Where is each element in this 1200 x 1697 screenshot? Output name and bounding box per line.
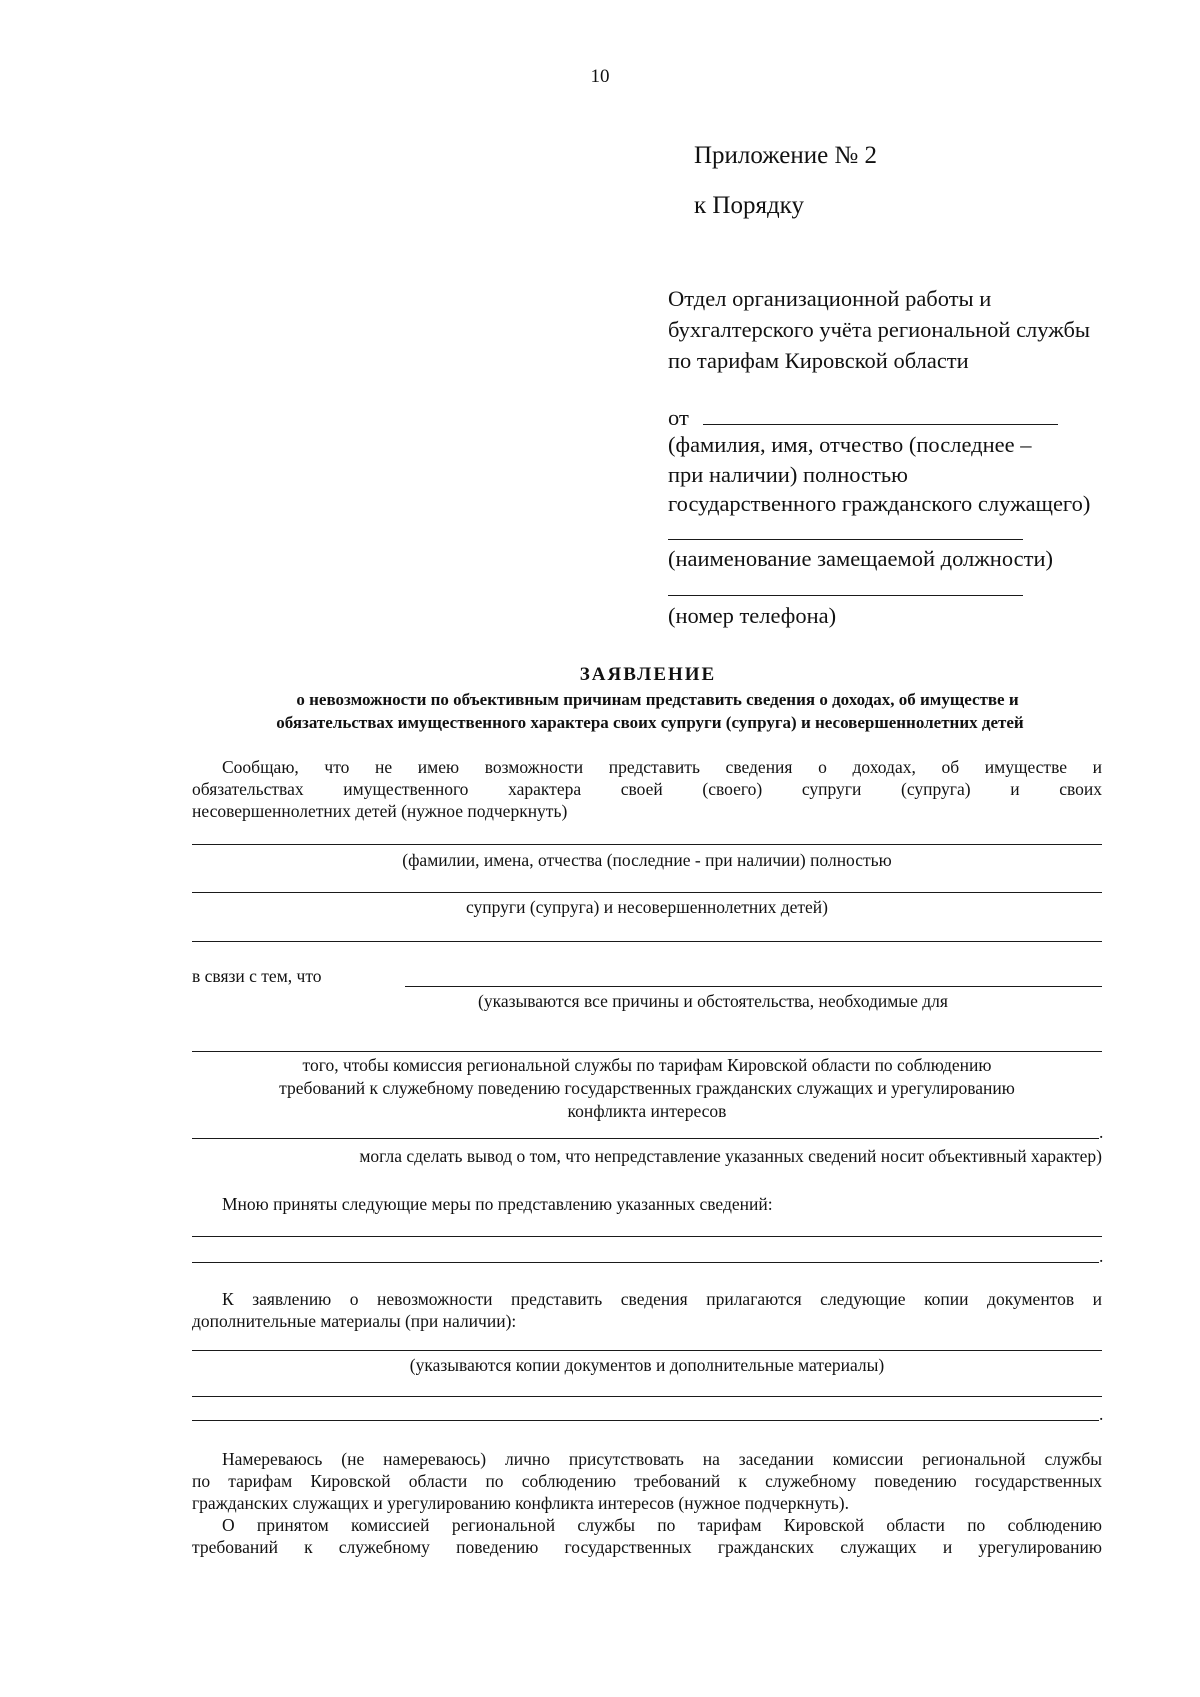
attachments-fill-line-2 — [192, 1396, 1102, 1397]
spouse-note: супруги (супруга) и несовершеннолетних детей) — [465, 897, 828, 917]
intro-line-1: Сообщаю, что не имею возможности представить сведения о доходах, об имуществе и — [222, 757, 1102, 777]
decision-line-2: требований к служебному поведению государственных гражданских служащих и урегулированию — [192, 1537, 1102, 1557]
intent-paragraph — [192, 1448, 1102, 1514]
attachments-line-1: К заявлению о невозможности представить сведения прилагаются следующие копии документов и — [222, 1289, 1102, 1309]
appendix-title: Приложение № 2 — [694, 142, 878, 169]
intent-line-1: Намереваюсь (не намереваюсь) лично присутствовать на заседании комиссии региональной службы — [222, 1449, 1102, 1469]
reason-note-2: того, чтобы комиссия региональной службы по тарифам Кировской области по соблюдению — [302, 1055, 992, 1075]
extra-fill-line — [192, 941, 1102, 942]
reason-fill-line — [405, 986, 1102, 987]
addressee-line-3: по тарифам Кировской области — [668, 348, 969, 373]
fio-note-2: при наличии) полностью — [668, 462, 908, 487]
spouse-fill-line — [192, 892, 1102, 893]
reason-fill-line-3 — [192, 1138, 1099, 1139]
reason-note-4: конфликта интересов — [567, 1101, 727, 1121]
statement-subtitle-2: обязательствах имущественного характера своих супруги (супруга) и несовершеннолетних детей — [276, 713, 1024, 732]
attachments-fill-line-3 — [192, 1420, 1099, 1421]
fio-note-3: государственного гражданского служащего) — [668, 491, 1091, 516]
attachments-note: (указываются копии документов и дополнительные материалы) — [409, 1355, 885, 1375]
decision-line-1: О принятом комиссией региональной службы по тарифам Кировской области по соблюдению — [222, 1515, 1102, 1535]
fio-note-1: (фамилия, имя, отчество (последнее – — [668, 432, 1032, 457]
intro-line-3: несовершеннолетних детей (нужное подчеркнуть) — [192, 801, 568, 821]
measures-fill-dot: . — [1099, 1246, 1104, 1266]
attachments-fill-dot: . — [1099, 1404, 1104, 1424]
phone-fill-line — [668, 595, 1023, 596]
appendix-subtitle: к Порядку — [694, 192, 804, 219]
decision-paragraph — [192, 1514, 1102, 1558]
intent-line-2: по тарифам Кировской области по соблюдению требований к служебному поведению государственных — [192, 1471, 1102, 1491]
position-fill-line — [668, 539, 1023, 540]
reason-fill-line-2 — [192, 1051, 1102, 1052]
names-fill-line — [192, 844, 1102, 845]
attachments-paragraph — [192, 1288, 1102, 1332]
measures-fill-line-2 — [192, 1262, 1099, 1263]
page-number: 10 — [590, 66, 610, 87]
reason-note-3: требований к служебному поведению государственных гражданских служащих и урегулированию — [279, 1078, 1015, 1098]
statement-heading: ЗАЯВЛЕНИЕ — [579, 664, 717, 685]
from-label: от — [668, 405, 689, 430]
reason-note-1: (указываются все причины и обстоятельства, необходимые для — [478, 991, 948, 1011]
intro-line-2: обязательствах имущественного характера своей (своего) супруги (супруга) и своих — [192, 779, 1102, 799]
from-fill-line — [703, 424, 1058, 425]
addressee-line-1: Отдел организационной работы и — [668, 286, 992, 311]
reason-fill-dot-1: . — [1099, 1122, 1104, 1142]
phone-note: (номер телефона) — [668, 603, 837, 628]
names-note: (фамилии, имена, отчества (последние - при наличии) полностью — [402, 850, 892, 870]
reason-note-5: могла сделать вывод о том, что непредставление указанных сведений носит объективный характер) — [359, 1146, 1102, 1166]
measures-text: Мною приняты следующие меры по представлению указанных сведений: — [222, 1194, 773, 1214]
addressee-line-2: бухгалтерского учёта региональной службы — [668, 317, 1091, 342]
reason-label: в связи с тем, что — [192, 966, 322, 986]
measures-fill-line-1 — [192, 1236, 1102, 1237]
intent-line-3: гражданских служащих и урегулированию конфликта интересов (нужное подчеркнуть). — [192, 1493, 849, 1513]
position-note: (наименование замещаемой должности) — [668, 546, 1054, 571]
attachments-fill-line-1 — [192, 1350, 1102, 1351]
intro-paragraph — [192, 756, 1102, 822]
attachments-line-2: дополнительные материалы (при наличии): — [192, 1311, 517, 1331]
statement-subtitle-1: о невозможности по объективным причинам представить сведения о доходах, об имуществе и — [296, 690, 1019, 709]
